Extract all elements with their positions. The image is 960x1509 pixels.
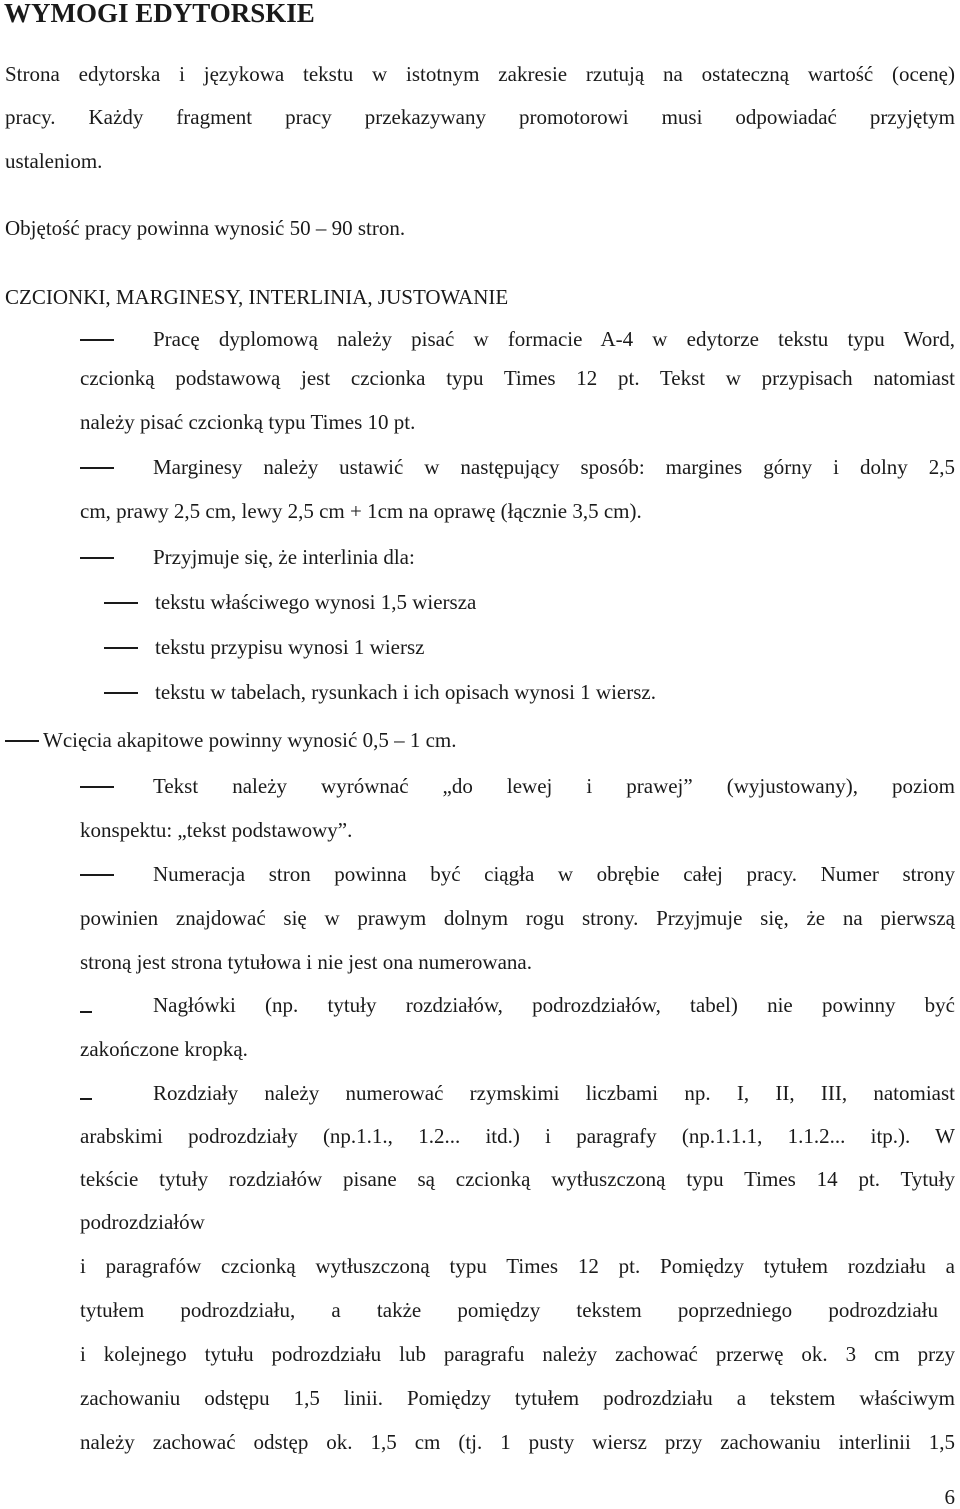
list-item-line: czcionką podstawową jest czcionka typu Times 12 pt. Tekst w przypisach natomiast (80, 366, 955, 390)
list-item-line: Wcięcia akapitowe powinny wynosić 0,5 – 1 cm. (43, 728, 457, 752)
list-item-line: zakończone kropką. (80, 1037, 248, 1061)
list-item-line: arabskimi podrozdziały (np.1.1., 1.2... itd.) i paragrafy (np.1.1.1, 1.1.2... itp.). W (80, 1124, 955, 1148)
list-item-line: podrozdziałów (80, 1210, 205, 1234)
dash-bullet (80, 786, 114, 788)
dash-bullet (80, 1098, 92, 1100)
list-item-line: i paragrafów czcionką wytłuszczoną typu Times 12 pt. Pomiędzy tytułem rozdziału a (80, 1254, 955, 1278)
dash-bullet (104, 692, 138, 694)
page-number: 6 (944, 1485, 955, 1509)
paragraph-line: pracy. Każdy fragment pracy przekazywany promotorowi musi odpowiadać przyjętym (5, 105, 955, 129)
paragraph-line: ustaleniom. (5, 149, 103, 173)
page-title: WYMOGI EDYTORSKIE (4, 0, 315, 28)
sub-list-item: tekstu właściwego wynosi 1,5 wiersza (155, 590, 477, 614)
sub-list-item: tekstu w tabelach, rysunkach i ich opisach wynosi 1 wiersz. (155, 680, 656, 704)
list-item-line: i kolejnego tytułu podrozdziału lub paragrafu należy zachować przerwę ok. 3 cm przy (80, 1342, 955, 1366)
list-item-line: tekście tytuły rozdziałów pisane są czcionką wytłuszczoną typu Times 14 pt. Tytuły (80, 1167, 955, 1191)
list-item-line: tytułem podrozdziału, a także pomiędzy tekstem poprzedniego podrozdziału (80, 1298, 938, 1322)
list-item-line: cm, prawy 2,5 cm, lewy 2,5 cm + 1cm na oprawę (łącznie 3,5 cm). (80, 499, 642, 523)
list-item-line: Tekst należy wyrównać „do lewej i prawej” (wyjustowany), poziom (153, 774, 955, 798)
list-item-line: Przyjmuje się, że interlinia dla: (153, 545, 415, 569)
dash-bullet (80, 339, 114, 341)
list-item-line: należy zachować odstęp ok. 1,5 cm (tj. 1 pusty wiersz przy zachowaniu interlinii 1,5 (80, 1430, 955, 1454)
list-item-line: stroną jest strona tytułowa i nie jest ona numerowana. (80, 950, 532, 974)
volume-line: Objętość pracy powinna wynosić 50 – 90 stron. (5, 216, 406, 240)
section-heading: CZCIONKI, MARGINESY, INTERLINIA, JUSTOWANIE (5, 285, 509, 309)
list-item-line: Marginesy należy ustawić w następujący sposób: margines górny i dolny 2,5 (153, 455, 955, 479)
paragraph-line: Strona edytorska i językowa tekstu w istotnym zakresie rzutują na ostateczną wartość (ocenę) (5, 62, 955, 86)
list-item-line: należy pisać czcionką typu Times 10 pt. (80, 410, 416, 434)
list-item-line: Rozdziały należy numerować rzymskimi liczbami np. I, II, III, natomiast (153, 1081, 955, 1105)
list-item-line: Nagłówki (np. tytuły rozdziałów, podrozdziałów, tabel) nie powinny być (153, 993, 955, 1017)
dash-bullet (80, 557, 114, 559)
dash-bullet (104, 602, 138, 604)
dash-bullet (80, 874, 114, 876)
list-item-line: zachowaniu odstępu 1,5 linii. Pomiędzy tytułem podrozdziału a tekstem właściwym (80, 1386, 955, 1410)
dash-bullet (80, 1011, 92, 1013)
dash-bullet (80, 467, 114, 469)
sub-list-item: tekstu przypisu wynosi 1 wiersz (155, 635, 425, 659)
list-item-line: powinien znajdować się w prawym dolnym rogu strony. Przyjmuje się, że na pierwszą (80, 906, 955, 930)
list-item-line: Pracę dyplomową należy pisać w formacie A-4 w edytorze tekstu typu Word, (153, 327, 955, 351)
list-item-line: Numeracja stron powinna być ciągła w obrębie całej pracy. Numer strony (153, 862, 955, 886)
dash-bullet (104, 647, 138, 649)
list-item-line: konspektu: „tekst podstawowy”. (80, 818, 353, 842)
dash-bullet (5, 740, 39, 742)
